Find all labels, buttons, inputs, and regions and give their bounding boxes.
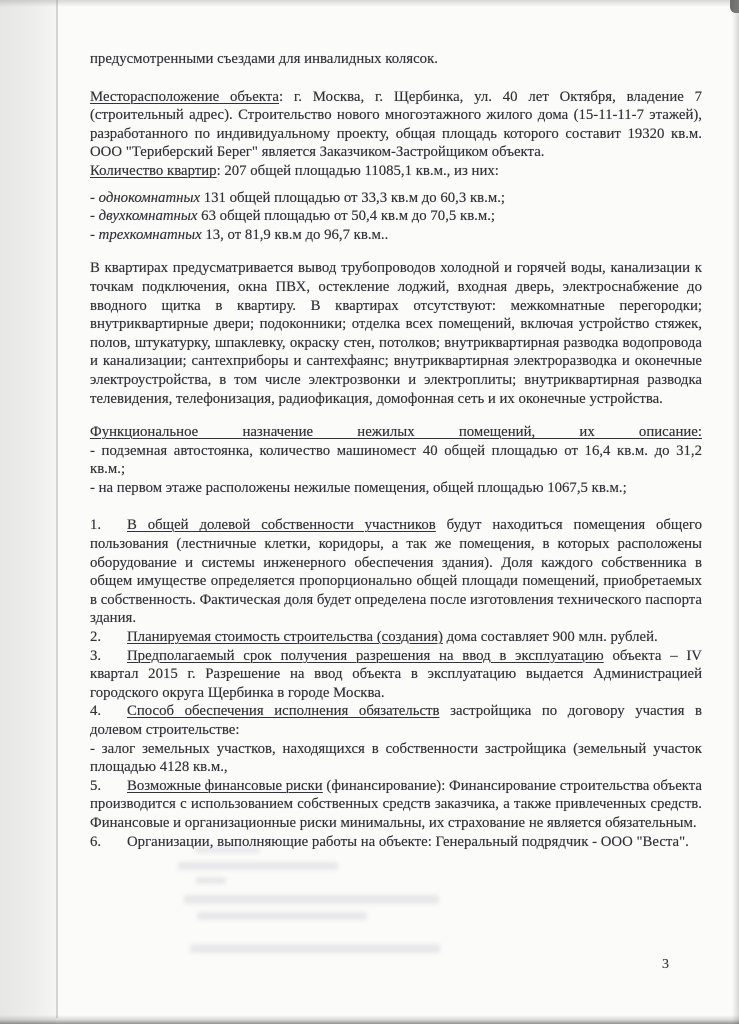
list-item [90, 226, 702, 245]
list-item [90, 189, 702, 208]
clause-2 [90, 628, 702, 647]
clause-3 [90, 647, 702, 703]
clause-1 [90, 516, 702, 628]
bleed-through-mark [184, 895, 439, 904]
list-item [90, 207, 702, 226]
page-number: 3 [662, 957, 669, 972]
apartment-type-detail: 63 общей площадью от 50,4 кв.м до 70,5 кв.м.; [197, 208, 496, 225]
apartment-count-paragraph [90, 162, 702, 181]
page-fold-line [56, 0, 58, 1018]
numbered-clauses [90, 516, 702, 851]
bleed-through-mark [197, 912, 367, 920]
apartment-type-list [90, 189, 702, 245]
scanner-left-strip [0, 0, 56, 1024]
clause-text: застройщика по договору участия в долевом строительстве: [90, 703, 702, 738]
apartment-count-text: : 207 общей площадью 11085,1 кв.м., из них: [216, 162, 499, 179]
functional-purpose-heading: Функциональное назначение нежилых помещений, их описание: [90, 424, 702, 441]
document-body [90, 50, 702, 851]
clause-title: Предполагаемый срок получения разрешения на ввод в эксплуатацию [127, 647, 604, 664]
clause-text: (финансирование): Финансирование строительства объекта производится с использованием собственных средств заказчика, а также привлеченных средств. Финансовые и организационные риски минимальны, их страхование не является обязательным. [90, 777, 702, 831]
location-label: Месторасположение объекта [90, 88, 279, 105]
clause-5 [90, 777, 702, 833]
flats-description-paragraph: В квартирах предусматривается вывод трубопроводов холодной и горячей воды, канализации к точкам подключения, окна ПВХ, остекление лоджий, входная дверь, электроснабжение до вводного щитка в квартиру. В квартирах отсутствуют: межкомнатные перегородки; внутриквартирные двери; подоконники; отделка всех помещений, включая устройство стяжек, полов, штукатурку, шпаклевку, окраску стен, потолков; внутриквартирная разводка водопровода и канализации; сантехприборы и сантехфаянс; внутриквартирная электроразводка и оконечные электроустройства, в том числе электрозвонки и электроплиты; внутриквартирная разводка телевидения, телефонизация, радиофикация, домофонная сеть и их оконечные устройства. [90, 260, 702, 407]
clause-number: 3. [90, 647, 102, 664]
intro-text: предусмотренными съездами для инвалидных колясок. [90, 51, 438, 67]
scan-right-shadow [732, 0, 739, 1024]
clause-title: В общей долевой собственности участников [127, 517, 436, 534]
apartment-type-detail: 13, от 81,9 кв.м до 96,7 кв.м.. [201, 226, 389, 243]
apartment-type-detail: 131 общей площадью от 33,3 кв.м до 60,3 кв.м.; [200, 189, 506, 206]
scan-bottom-shadow [0, 1015, 739, 1024]
apartment-type: двухкомнатных [98, 208, 198, 225]
dash: - [90, 189, 99, 206]
clause-6 [90, 833, 702, 852]
clause-4 [90, 702, 702, 739]
apartment-type: однокомнатных [98, 189, 201, 206]
list-item: - подземная автостоянка, количество машиномест 40 общей площадью от 16,4 кв.м. до 31,2 кв.м.; [90, 442, 702, 478]
clause-text: дома составляет 900 млн. рублей. [442, 629, 658, 646]
clause-text: будут находиться помещения общего пользования (лестничные клетки, коридоры, а так же помещения, в которых расположены оборудование и системы инженерного обеспечения здания). Доля каждого собственника в общем имуществе определяется пропорционально общей площади помещений, приобретаемых в собственность. Фактическая доля будет определена после изготовления технического паспорта здания. [90, 517, 702, 627]
bleed-through-mark [196, 877, 226, 884]
functional-purpose-section [90, 423, 702, 497]
clause-number: 2. [90, 629, 102, 646]
clause-text: Организации, выполняющие работы на объекте: Генеральный подрядчик - ООО "Веста". [127, 833, 689, 850]
location-paragraph [90, 88, 702, 162]
apartment-type: трехкомнатных [98, 226, 202, 243]
clause-4-subitem: - залог земельных участков, находящихся в собственности застройщика (земельный участок площадью 4128 кв.м., [90, 740, 702, 776]
location-text: : г. Москва, г. Щербинка, ул. 40 лет Октября, владение 7 (строительный адрес). Строительство нового многоэтажного жилого дома (15-11-11-7 этажей), разработанного по индивидуальному проекту, общая площадь которого составит 19320 кв.м. ООО "Териберский Берег" является Заказчиком-Застройщиком объекта. [90, 88, 703, 161]
bleed-through-mark [190, 944, 440, 953]
clause-number: 4. [90, 703, 102, 720]
bleed-through-mark [178, 862, 338, 870]
clause-title: Планируемая стоимость строительства (создания) [127, 629, 443, 646]
clause-number: 6. [90, 833, 102, 850]
scan-top-shadow [0, 0, 739, 7]
dash: - [90, 208, 99, 225]
dash: - [90, 226, 99, 243]
intro-paragraph [90, 50, 702, 69]
apartment-count-label: Количество квартир [90, 162, 217, 179]
list-item: - на первом этаже расположены нежилые помещения, общей площадью 1067,5 кв.м.; [90, 479, 627, 496]
clause-number: 1. [90, 517, 102, 534]
clause-title: Способ обеспечения исполнения обязательств [127, 703, 440, 720]
clause-title: Возможные финансовые риски [127, 777, 323, 794]
clause-number: 5. [90, 777, 102, 794]
clause-text: объекта – IV квартал 2015 г. Разрешение на ввод объекта в эксплуатацию выдается Администрацией городского округа Щербинка в городе Москва. [90, 647, 702, 701]
